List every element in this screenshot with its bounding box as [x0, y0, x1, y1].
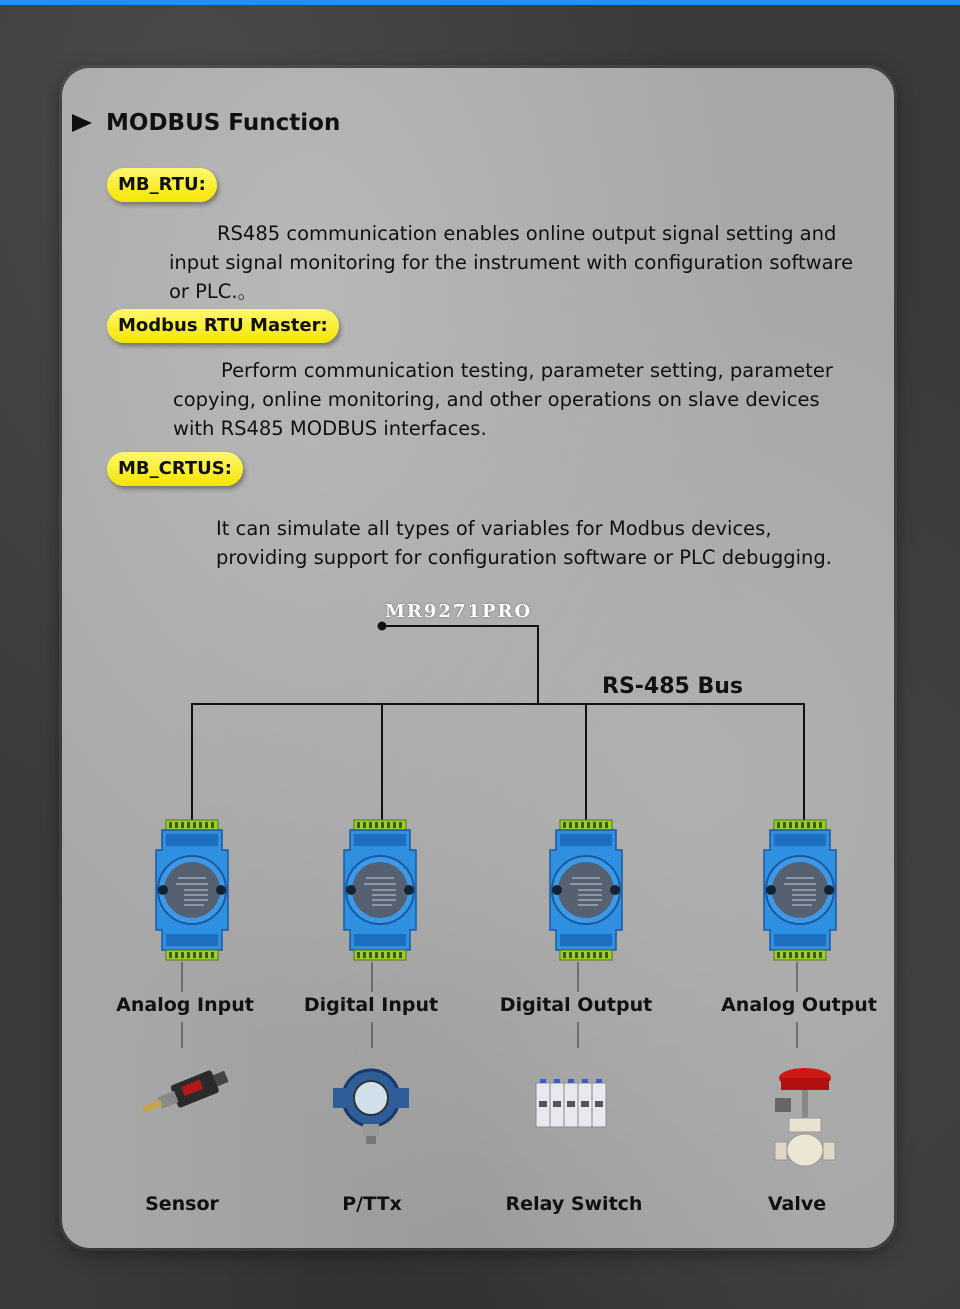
bus-wiring — [192, 623, 804, 823]
desc-mb-crtus: It can simulate all types of variables for Modbus devices, providing support for configuration software or PLC debugging. — [216, 517, 832, 569]
tag-modbus-rtu-master: Modbus RTU Master: — [107, 309, 339, 343]
master-device-label: MR9271PRO — [385, 601, 533, 622]
io-module-analog-input — [156, 820, 228, 960]
section-title: MODBUS Function — [106, 110, 341, 136]
valve-icon — [775, 1068, 835, 1166]
device-label-relay-switch: Relay Switch — [505, 1193, 643, 1215]
device-label-valve: Valve — [767, 1193, 827, 1215]
desc-modbus-rtu-master: Perform communication testing, parameter setting, parameter copying, online monitoring, and other operations on slave devices with RS485 MODBUS interfaces. — [173, 359, 833, 440]
desc-mb-rtu: RS485 communication enables online output signal setting and input signal monitoring for the instrument with configuration software or PLC.。 — [169, 222, 854, 303]
tag-mb-rtu: MB_RTU: — [107, 168, 217, 202]
io-module-digital-output — [550, 820, 622, 960]
io-module-digital-input — [344, 820, 416, 960]
category-label-analog-output: Analog Output — [721, 994, 877, 1016]
bus-label: RS-485 Bus — [602, 674, 744, 699]
io-module-analog-output — [764, 820, 836, 960]
category-label-analog-input: Analog Input — [116, 994, 254, 1016]
category-label-digital-output: Digital Output — [499, 994, 653, 1016]
device-label-sensor: Sensor — [145, 1193, 219, 1215]
tag-mb-crtus: MB_CRTUS: — [107, 452, 243, 486]
category-label-digital-input: Digital Input — [303, 994, 439, 1016]
relay-switch-icon — [536, 1079, 606, 1127]
device-label-pttx: P/TTx — [342, 1193, 402, 1215]
transmitter-icon — [333, 1070, 409, 1144]
pressure-sensor-icon — [138, 1065, 230, 1121]
